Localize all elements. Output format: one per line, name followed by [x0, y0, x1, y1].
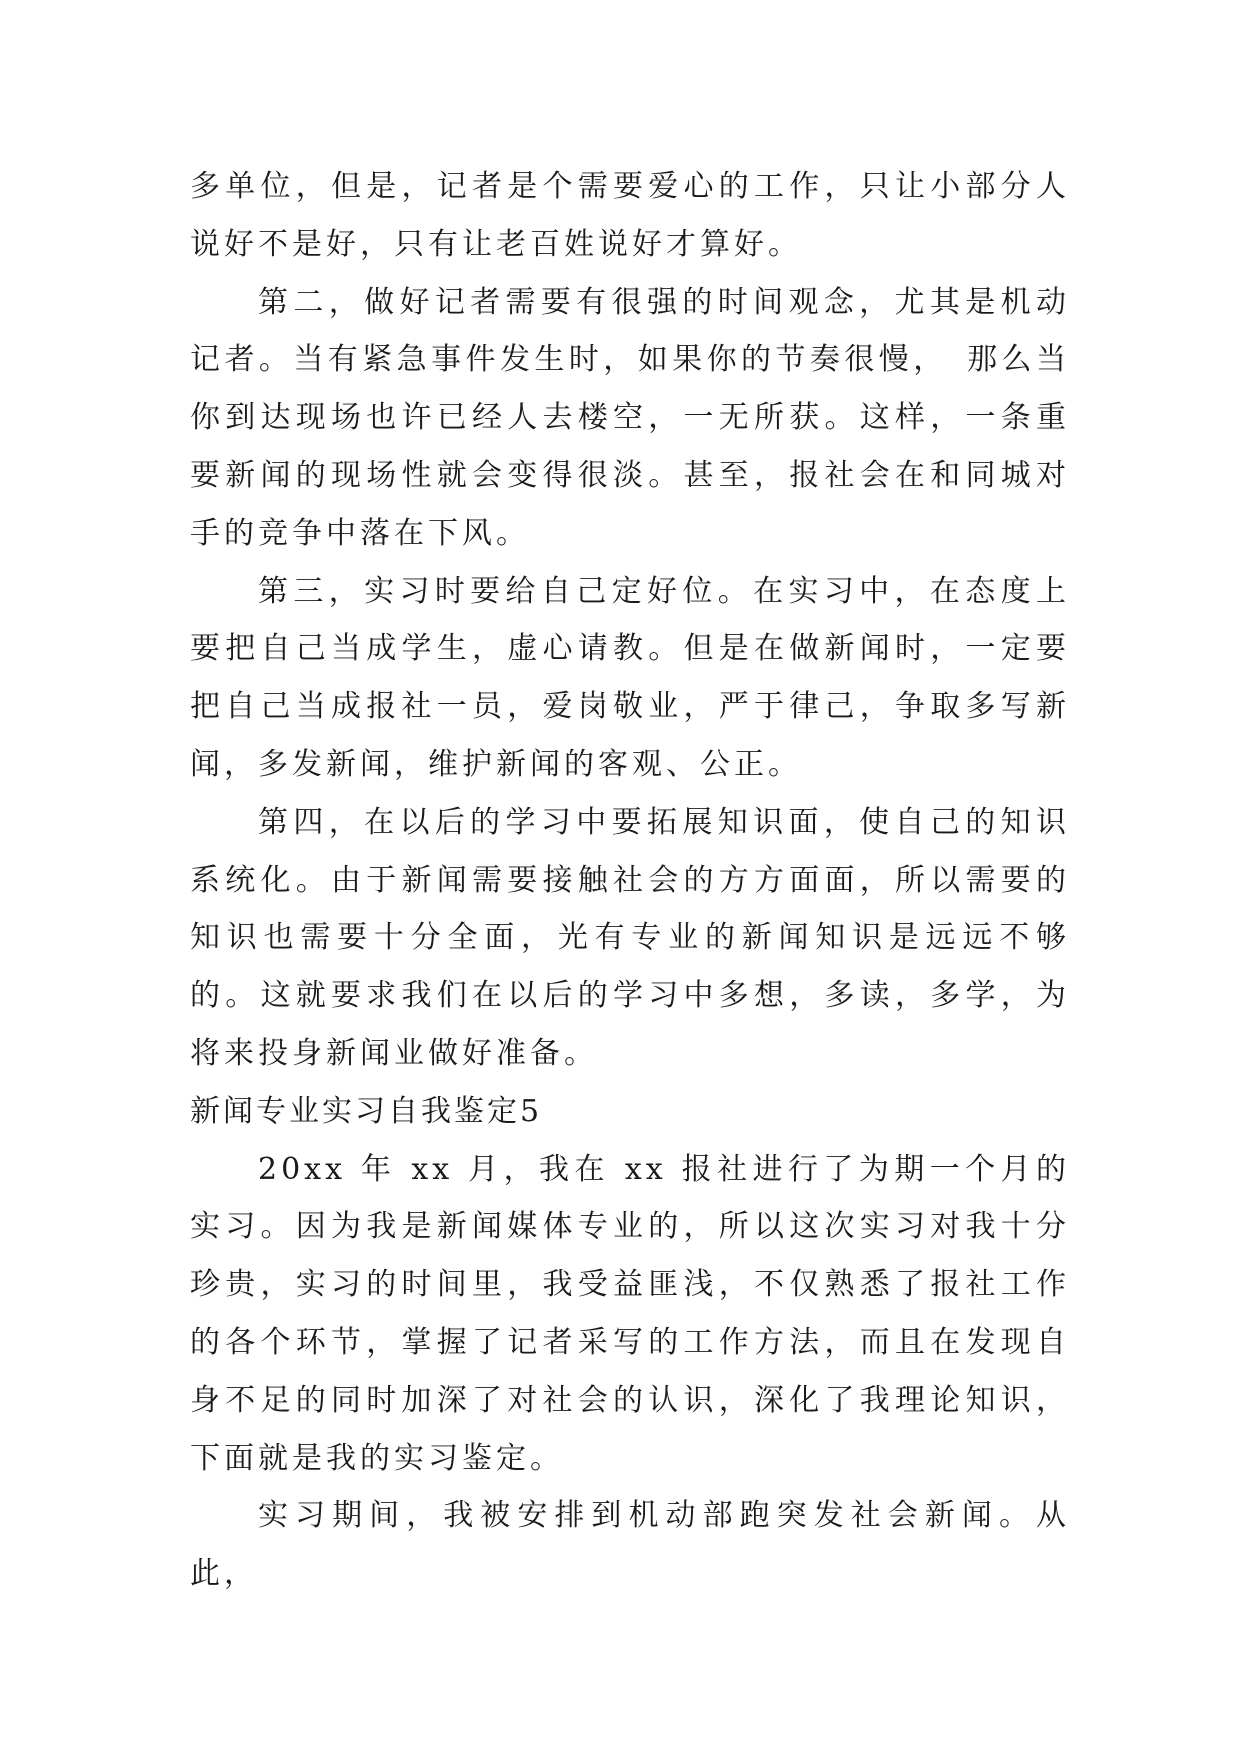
- paragraph-continuation: 多单位，但是，记者是个需要爱心的工作，只让小部分人说好不是好，只有让老百姓说好才算好。: [190, 169, 1070, 262]
- paragraph-fourth-point: 第四，在以后的学习中要拓展知识面，使自己的知识系统化。由于新闻需要接触社会的方方面面，所以需要的知识也需要十分全面，光有专业的新闻知识是远远不够的。这就要求我们在以后的学习中多想，多读，多学，为将来投身新闻业做好准备。: [190, 804, 1070, 1071]
- section-heading: 新闻专业实习自我鉴定5: [190, 1093, 543, 1129]
- paragraph-intro: 20xx 年 xx 月，我在 xx 报社进行了为期一个月的实习。因为我是新闻媒体专业的，所以这次实习对我十分珍贵，实习的时间里，我受益匪浅，不仅熟悉了报社工作的各个环节，掌握了记者采写的工作方法，而且在发现自身不足的同时加深了对社会的认识，深化了我理论知识，下面就是我的实习鉴定。: [190, 1151, 1070, 1476]
- paragraph-second-point: 第二，做好记者需要有很强的时间观念，尤其是机动记者。当有紧急事件发生时，如果你的节奏很慢， 那么当你到达现场也许已经人去楼空，一无所获。这样，一条重要新闻的现场性就会变得很淡。甚至，报社会在和同城对手的竞争中落在下风。: [190, 284, 1070, 551]
- document-body: [190, 158, 1070, 1603]
- paragraph-third-point: 第三，实习时要给自己定好位。在实习中，在态度上要把自己当成学生，虚心请教。但是在做新闻时，一定要把自己当成报社一员，爱岗敬业，严于律己，争取多写新闻，多发新闻，维护新闻的客观、公正。: [190, 573, 1070, 782]
- paragraph-internship-period: 实习期间，我被安排到机动部跑突发社会新闻。从此，: [190, 1498, 1070, 1592]
